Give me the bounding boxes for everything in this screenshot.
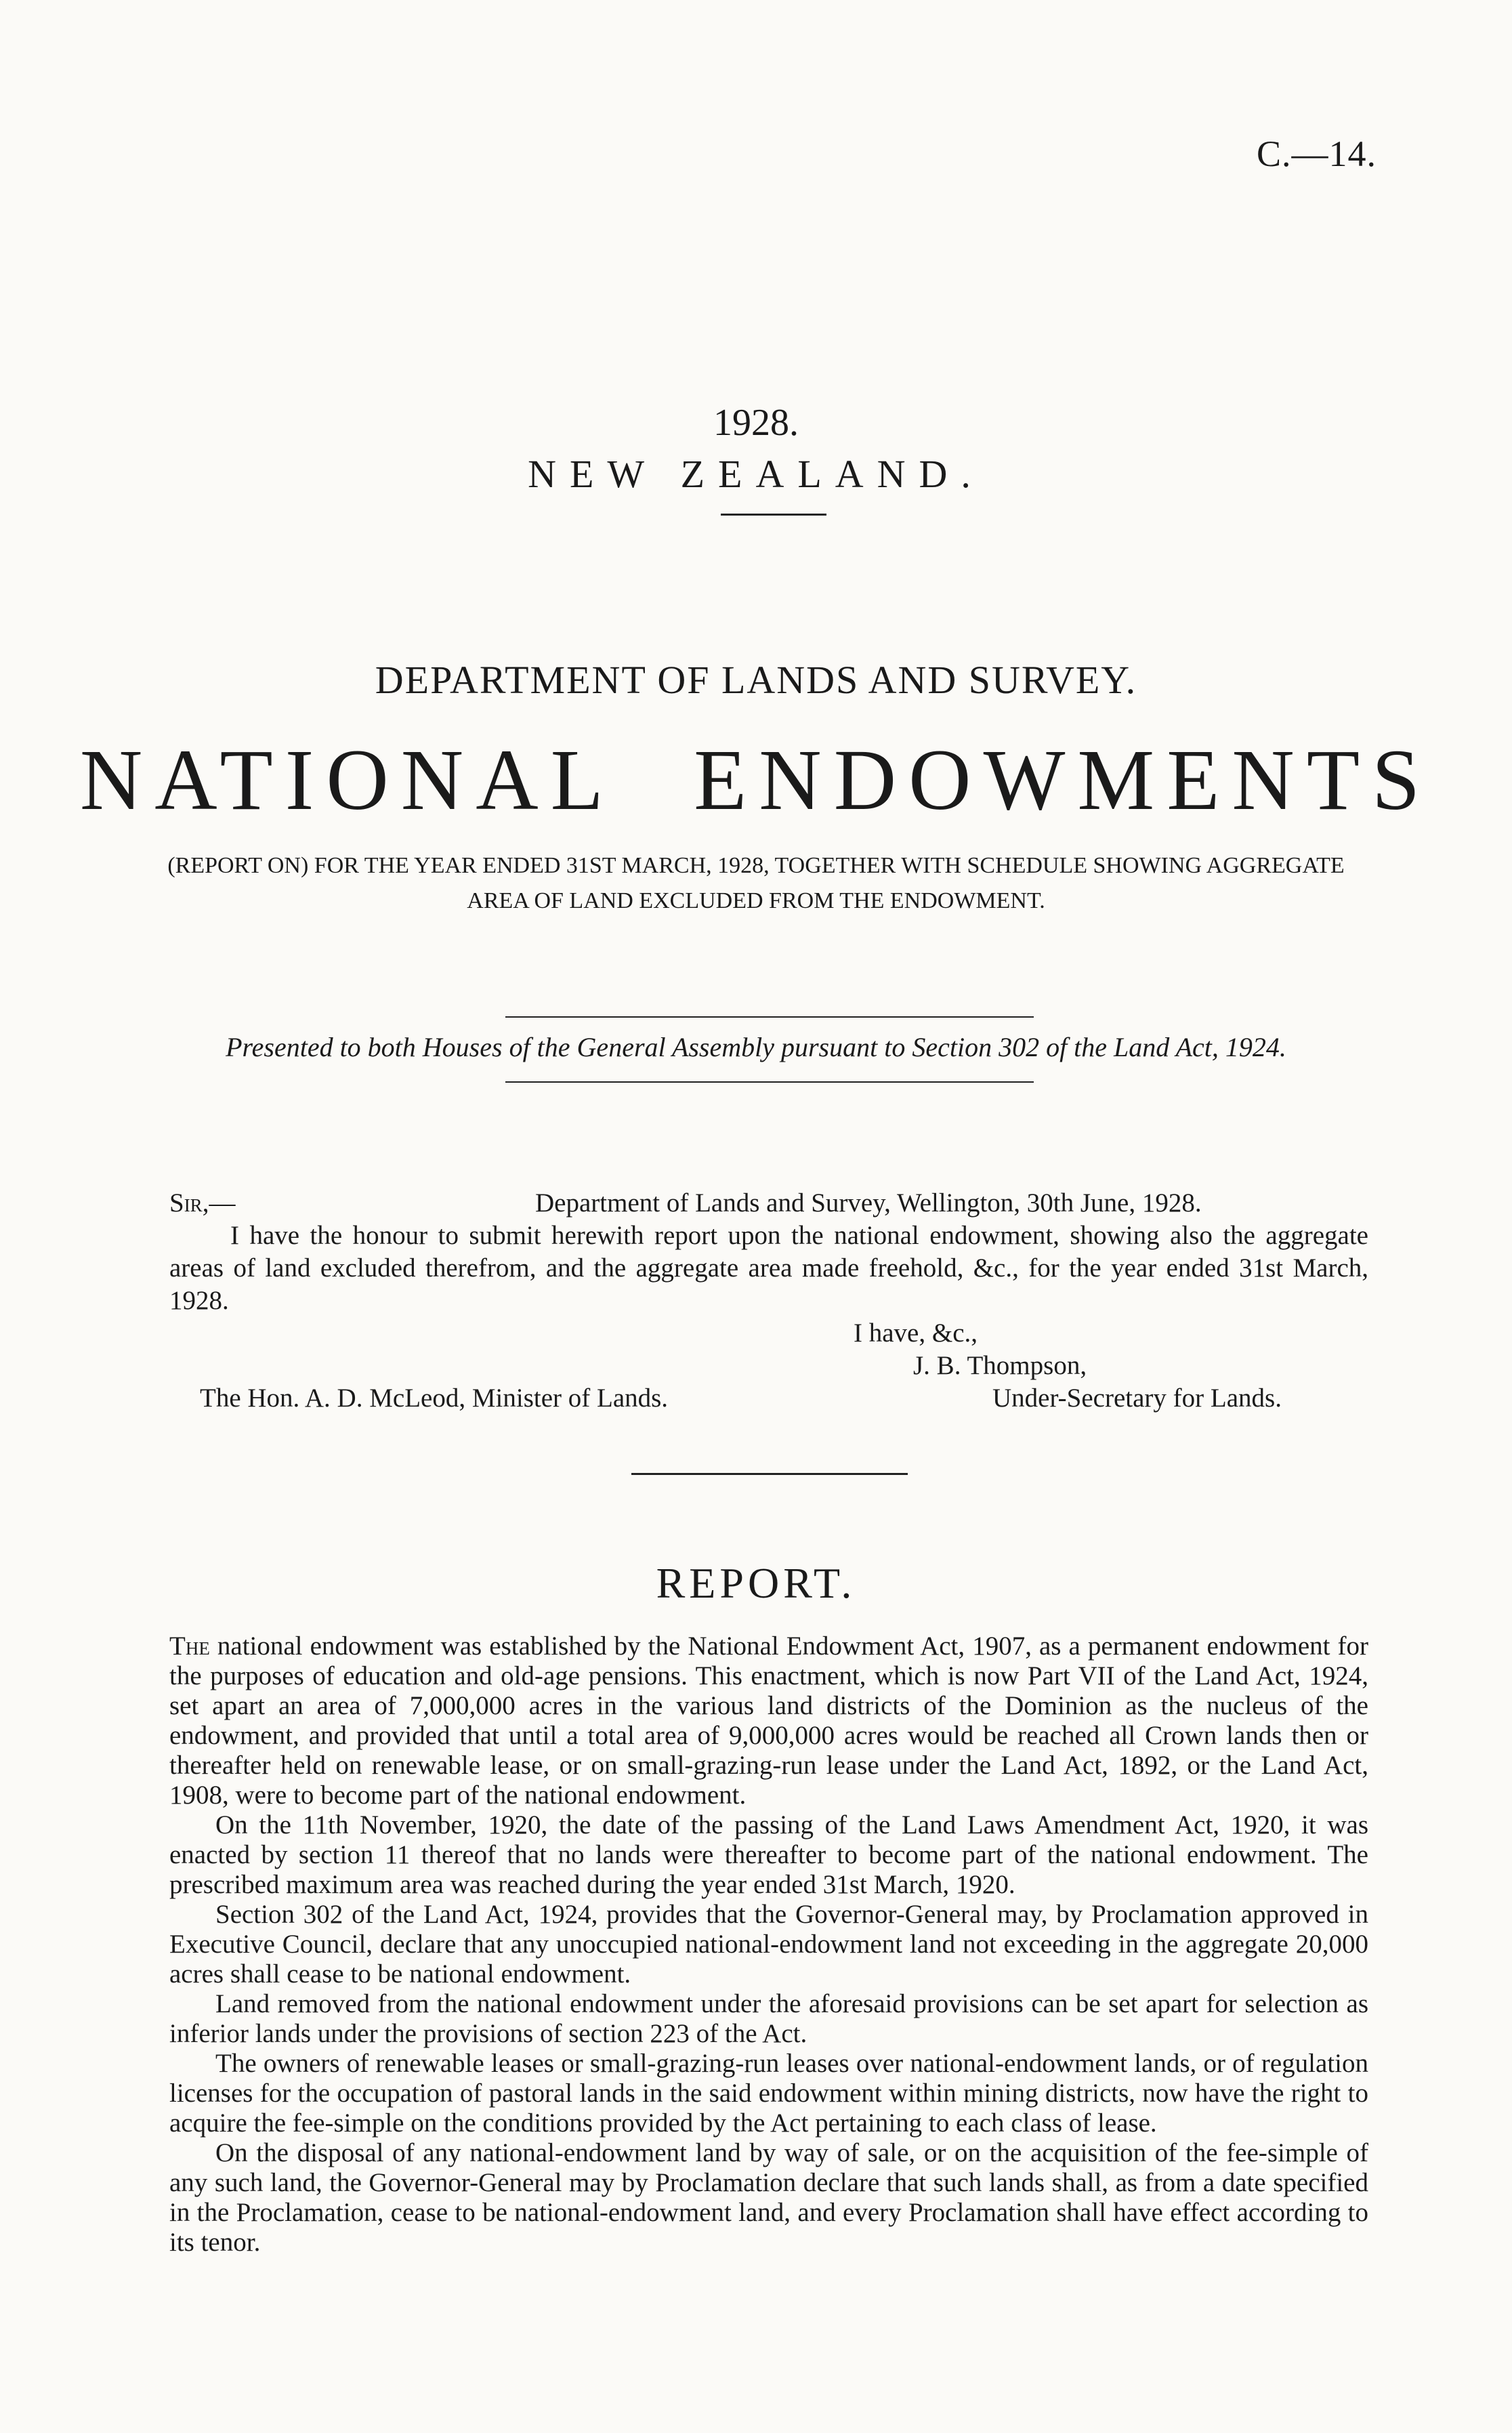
letter-salutation: Sir,— [169, 1188, 236, 1218]
report-paragraph: Section 302 of the Land Act, 1924, provides that the Governor-General may, by Proclamation approved in Executive Council, declare that any unoccupied national-endowment land not exceeding in the aggregate 20,000 acres shall cease to be national endowment. [169, 1900, 1368, 1989]
report-paragraph [169, 1631, 1368, 1810]
presented-note: Presented to both Houses of the General Assembly pursuant to Section 302 of the Land Act, 1924. [226, 1032, 1286, 1062]
report-first-word: The [169, 1631, 210, 1661]
letter-addressee: The Hon. A. D. McLeod, Minister of Lands. [200, 1384, 669, 1413]
letter-dateline: Department of Lands and Survey, Wellington, 30th June, 1928. [535, 1188, 1202, 1218]
letter-signer: J. B. Thompson, [913, 1351, 1087, 1380]
report-paragraph-text: national endowment was established by the National Endowment Act, 1907, as a permanent endowment for the purposes of education and old-age pensions. This enactment, which is now Part VII of the Land Act, 1924, set apart an area of 7,000,000 acres in the various land districts of the Dominion as the nucleus of the endowment, and provided that until a total area of 9,000,000 acres would be reached all Crown lands then or thereafter held on renewable lease, or on small-grazing-run lease under the Land Act, 1892, or the Land Act, 1908, were to become part of the national endowment. [169, 1631, 1369, 1810]
page-title: NATIONAL ENDOWMENTS [79, 732, 1433, 828]
report-heading: REPORT. [656, 1559, 856, 1607]
divider-rule [721, 514, 826, 516]
letter-body: I have the honour to submit herewith report upon the national endowment, showing also the aggregate areas of land excluded therefrom, and the aggregate area made freehold, &c., for the year ended 31st March, 1928. [169, 1221, 1368, 1315]
report-body [169, 1631, 1368, 2258]
report-paragraph: On the 11th November, 1920, the date of the passing of the Land Laws Amendment Act, 1920, it was enacted by section 11 thereof that no lands were thereafter to become part of the national endowment. The prescribed maximum area was reached during the year ended 31st March, 1920. [169, 1810, 1368, 1899]
report-paragraph: Land removed from the national endowment under the aforesaid provisions can be set apart for selection as inferior lands under the provisions of section 223 of the Act. [169, 1989, 1368, 2048]
signature-block [169, 1317, 1368, 1419]
country-heading: NEW ZEALAND. [528, 452, 984, 496]
letter-closing: I have, &c., [854, 1318, 978, 1348]
divider-rule [631, 1473, 908, 1475]
document-reference: C.—14. [1256, 133, 1377, 174]
divider-rule [505, 1016, 1034, 1018]
department-heading: DEPARTMENT OF LANDS AND SURVEY. [375, 658, 1137, 702]
page-subtitle: (REPORT ON) FOR THE YEAR ENDED 31ST MARCH, 1928, TOGETHER WITH SCHEDULE SHOWING AGGREGATE AREA OF LAND EXCLUDED FROM THE ENDOWMENT. [167, 853, 1345, 913]
divider-rule [505, 1081, 1034, 1083]
signer-title: Under-Secretary for Lands. [992, 1384, 1282, 1413]
report-paragraph: The owners of renewable leases or small-grazing-run leases over national-endowment lands, or of regulation licenses for the occupation of pastoral lands in the said endowment within mining districts, now have the right to acquire the fee-simple on the conditions provided by the Act pertaining to each class of lease. [169, 2049, 1368, 2138]
report-paragraph: On the disposal of any national-endowment land by way of sale, or on the acquisition of the fee-simple of any such land, the Governor-General may by Proclamation declare that such lands shall, as from a date specified in the Proclamation, cease to be national-endowment land, and every Proclamation shall have effect according to its tenor. [169, 2138, 1368, 2257]
publication-year: 1928. [713, 402, 799, 444]
covering-letter [169, 1187, 1368, 1419]
